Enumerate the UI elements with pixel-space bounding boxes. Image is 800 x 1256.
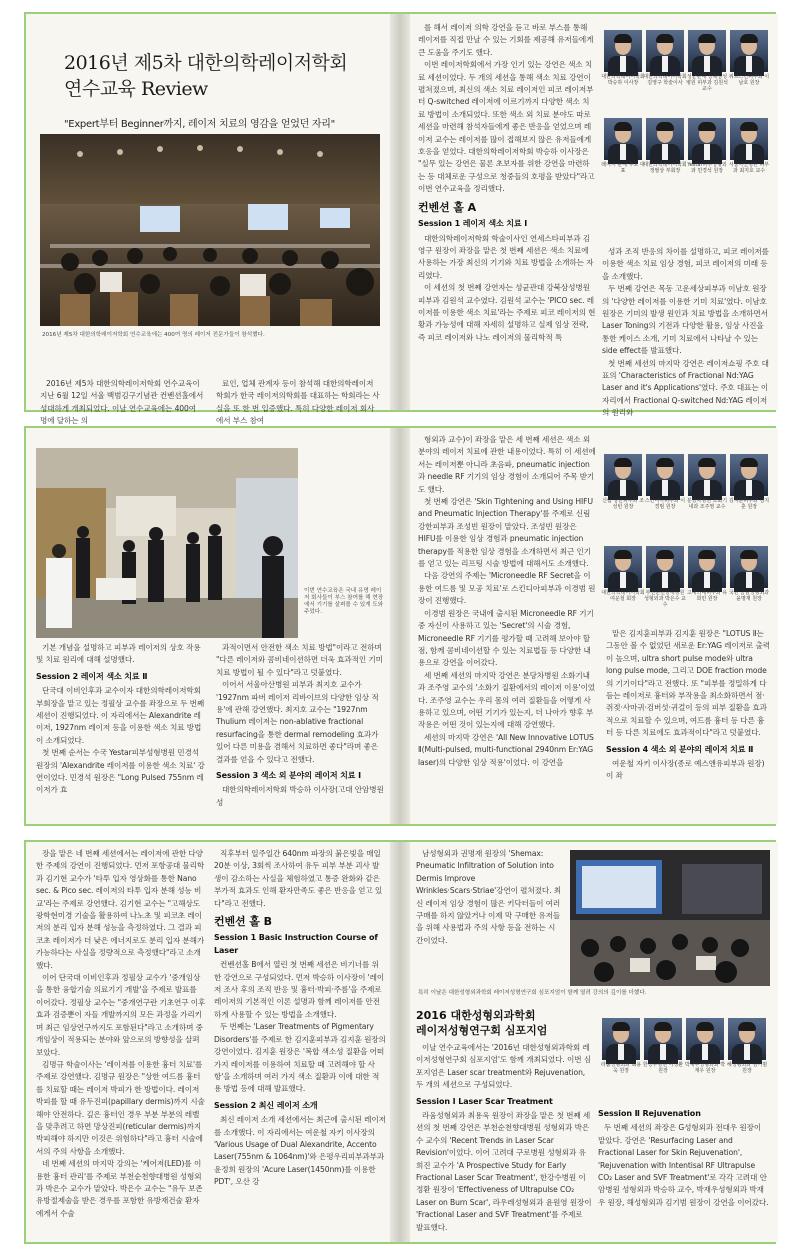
left-page-column-2: 직후부터 일주일간 640nm 파장의 붉은빛을 매일 20분 이상, 3회씩 조사하여 유두 피부 부분 괴사 발생이 감소하는 사실을 체험하였고 통증 완화와 같은 부가적 효과도 인해 환자만족도 좋은 반응을 얻고 있다"라고 전했다. 컨벤션 홀 B Session 1 Basic Instruction Course of Laser 컨벤션홀 B에서 열린 첫 번째 세션은 비기너를 위한 강연으로 구성되었다. 먼저 박승하 이사장이 '레이저 조사 후의 조직 반응 및 흉터·박피·주름'을 주제로 레이저의 기본적인 이론 설명과 함께 레이저를 안전하게 사용할 수 있는 방법을 소개했다. 두 번째는 'Laser Treatments of Pigmentary Disorders'를 주제로 한 김지훈피부과 김지훈 원장의 강연이었다. 김지훈 원장은 '복합 색소성 질환을 어떠가지 레이저를 이용하여 치료할 때 고려해야 할 사항'을 소개하며 여러 가지 색소 질환과 이에 대한 적용 방법 등에 대해 발표했다. Session 2 최신 레이저 소개 최신 레이저 소개 세션에서는 최근에 출시된 레이저를 소개했다. 이 자리에서는 여운철 자키 이사장의 'Various Usage of Dual Alexandrite, Accento Laser(755nm & 1064nm)'와 은평우리피부과부과 윤정희 원장의 'Acure Laser(1450nm)를 이용한 PDT', 오산 강 xyxy=(214,849,386,1187)
speaker-portrait-image xyxy=(728,1018,766,1060)
speaker-name-caption: 스킨디아피부과 이경범 원장 xyxy=(644,498,686,510)
conference-hall-photo xyxy=(40,134,380,326)
speaker-portrait-image xyxy=(688,546,726,588)
intro-text-right: 료인, 업체 관계자 등이 참석해 대한의학레이저학회가 한국 레이저의학회를 대표하는 학회라는 사실을 또 한 번 입증했다. 특히 다양한 레이저 회사에서 부스 참여 xyxy=(216,379,380,426)
right-page-column-1: 이날 연수교육에서는 '2016년 대한성형외과학회 레이저성형연구회 심포지엄'도 함께 개최되었다. 이번 심포지엄은 Laser scar treatment와 Rejuvenation, 두 개의 세션으로 구성되었다. Session Ⅰ Laser Scar Treatment 라움성형외과 최용욱 원장이 좌장을 맡은 첫 번째 세션의 첫 번째 강연은 부천순천향대병원 성형외과 박은수 교수의 'Recent Trends in Laser Scar Revision'이었다. 이어 고려대 구로병원 성형외과 유희진 교수가 'A Prospective Study for Early Fractional Laser Scar Treatment', 한강수병원 이정환 원장이 'Effectiveness of Ultrapulse CO₂ Laser on Burn Scar', 라우레성형외과 윤원영 원장이 'Fractional Laser and SVF Treatment'를 주제로 발표했다. xyxy=(416,1043,592,1232)
session-heading: Session 2 레이저 색소 치료 Ⅱ xyxy=(36,671,148,681)
speaker-portrait-image xyxy=(644,1018,682,1060)
title-line-1: 2016년 제5차 대한의학레이저학회 xyxy=(64,52,348,74)
speaker-portrait-image xyxy=(646,454,684,496)
session-heading: Session 2 최신 레이저 소개 xyxy=(214,1100,318,1110)
symposium-title-line-1: 2016 대한성형외과학회 xyxy=(416,1009,536,1022)
speaker-name-caption: 성균관대 강북삼성병원 피부과 김원석 교수 xyxy=(686,74,728,92)
session-heading: Session Ⅰ Laser Scar Treatment xyxy=(416,1096,553,1106)
article-title xyxy=(64,50,347,102)
speaker-name-caption: 서울아산병원 피부과 최지호 교수 xyxy=(728,162,770,174)
photo-caption: 2016년 제5차 대한의학레이저학회 연수교육에는 400여 명의 레이저 전문가들이 참석했다. xyxy=(42,332,265,338)
speaker-name-caption: 대한의학레이저학회 정필상 부회장 xyxy=(643,162,687,174)
speaker-name-caption: 김지훈피부과 김지훈 원장 xyxy=(728,498,770,510)
right-page-column-2: Session Ⅱ Rejuvenation 두 번째 세션의 좌장은 G성형외과 전대우 원장이 맡았다. 강연은 'Resurfacing Laser and Fractional Laser for Skin Rejuvenation', 'Rejuvenation with Intentisal RF Ultrapulse CO₂ Laser and SVF Treatment'로 각각 고려대 안암병원 성형외과 박승하 교수, 박재우성형외과 박재우 원장, 해성형외과 김기범 원장이 강연을 이어갔다. xyxy=(598,1109,769,1207)
session-heading: Session 1 Basic Instruction Course of Laser xyxy=(214,933,378,955)
speaker-name-caption: 위트스킨피부과 이남호 원장 xyxy=(728,74,770,86)
speaker-name-caption: 고대의대피부과 유희민 원장 xyxy=(686,590,728,602)
speaker-portrait-image xyxy=(688,30,726,72)
symposium-title xyxy=(416,1008,596,1038)
speaker-portrait-image xyxy=(688,118,726,160)
speaker-portrait-image xyxy=(646,30,684,72)
hall-a-heading: 컨벤션 홀 A xyxy=(418,200,476,214)
speaker-name-caption: 박재우성형외과 박재우 원장 xyxy=(684,1062,726,1074)
page-gutter xyxy=(390,14,410,410)
speaker-name-caption: 한강수병원 이정환 원장 xyxy=(642,1062,684,1074)
page-gutter xyxy=(390,842,410,1242)
speaker-name-caption: 분당차병원 소화기내과 조주영 교수 xyxy=(686,498,728,510)
speaker-name-caption: 대한의학레이저학회 여운철 회장 xyxy=(601,590,645,602)
magazine-spread-2 xyxy=(24,426,776,826)
left-page-column-1: 기본 개념을 설명하고 피부과 레이저의 상호 작용 및 치료 원리에 대해 설명했다. Session 2 레이저 색소 치료 Ⅱ 단국대 이비인후과 교수이자 대한의학레이저학회 부회장을 맡고 있는 정필상 교수를 좌장으로 두 번째 세션이 진행되었다. 이 자리에서는 Alexandrite 레이저, 1927nm 레이저 등을 이용한 색소 치료 방법이 소개되었다. 첫 번째 순서는 수국 Yestar피부성형병원 민경석 원장의 'Alexandrite 레이저를 이용한 색소 치료' 강연이었다. 민경석 원장은 "Long Pulsed 755nm 레이저가 효 xyxy=(36,643,205,795)
magazine-spread-3 xyxy=(24,840,776,1244)
right-page-intro: 남성형외과 권명재 원장의 'Shemax: Pneumatic Infiltration of Solution into Dermis Improve Wrinkles·Scars·Striae'강연이 펼쳐졌다. 최신 레이저 임상 경험이 많은 키닥터들이 여러 구매를 하지 않았거나 이제 막 구매한 유저들을 위해 사용법과 주의 사항 등을 전하는 시간이었다. xyxy=(416,849,561,945)
speaker-portrait-image xyxy=(688,454,726,496)
speaker-portrait-image xyxy=(730,454,768,496)
speaker-portrait-image xyxy=(604,118,642,160)
speaker-portrait-image xyxy=(730,118,768,160)
speaker-name-caption: Yestar피부성형외과 민경석 원장 xyxy=(687,162,727,174)
right-page-column-1: 를 해서 레이저 의학 강연을 듣고 바로 부스를 통해 레이저를 직접 만날 수 있는 기회를 제공해 유저들에게 큰 도움을 주기도 했다. 이번 레이저학회에서 가장 인기 있는 강연은 색소 치료 세션이었다. 두 개의 세션을 통해 색소 치료 강연이 펼쳐졌으며, 최신의 색소 치료 레이저인 피코 레이저부터 Q-switched 레이저에 이르기까지 다양한 색소 치료 방법이 소개되었다. 또한 색소 외 치료 분야도 따로 세션을 마련해 참석자들에게 좋은 반응을 얻었으며 레이저 교수는 레이저를 많이 접해보지 않은 유저들에게 호응을 얻었다. 대한의학레이저학회 박승하 이사장은 "실무 있는 강연은 물론 초보자를 위한 강연을 마련하는 등 대체로운 구성으로 청중들의 호평을 받았다"라고 이번 연수교육을 정리했다. 컨벤션 홀 A Session 1 레이저 색소 치료 Ⅰ 대한의학레이저학회 학술이사인 연세스타피부과 김영구 원장이 좌장을 맡은 첫 번째 세션은 색소 치료에 사용하는 가장 최신의 기기와 치료 방법을 소개하는 자리였다. 이 세션의 첫 번째 강연자는 성균관대 강북삼성병원 피부과 김원석 교수였다. 김원석 교수는 'PICO sec. 레이저를 이용한 색소 치료'라는 주제로 피코 레이저의 현황과 가능성에 대해 자세히 설명하고 실제 임상 전략, 즉 피코 레이저와 나노 레이저의 물리학적 특 xyxy=(418,23,596,342)
symposium-photo xyxy=(570,850,770,986)
magazine-spread-1 xyxy=(24,12,776,426)
right-page-column-2: 맡은 김지훈피부과 김지훈 원장은 "LOTUS Ⅱ는 그동안 볼 수 없었던 새로운 Er:YAG 레이저로 출력이 높으며, ultra short pulse mode와 ultra long pulse mode, 그리고 DOE fraction mode의 기기이다"라고 전했다. 또 "피부를 정밀하게 다듬는 레이저로 흉터와 부작용을 최소화하면서 점·쥐젖·사마귀·검버섯·귀걸이 등의 피부 질환을 효과적으로 치료할 수 있으며, 여드름 흉터 등 다른 흉터 등 다른 치료에도 효과적이다"라고 덧붙였다. Session 4 색소 외 분야의 레이저 치료 Ⅱ 여운철 자키 이사장(종로 예스앤유피부과 원장)이 좌 xyxy=(606,629,770,781)
speaker-portrait-image xyxy=(604,30,642,72)
hall-b-heading: 컨벤션 홀 B xyxy=(214,915,272,929)
speaker-name-caption: 대한의학레이저학회 김영구 학술이사 xyxy=(643,74,687,86)
title-line-2: 연수교육 Review xyxy=(64,78,208,100)
session-heading: Session 4 색소 외 분야의 레이저 치료 Ⅱ xyxy=(606,744,754,754)
session-heading: Session 3 색소 외 분야의 레이저 치료 Ⅰ xyxy=(216,771,361,781)
session-heading: Session Ⅱ Rejuvenation xyxy=(598,1109,701,1118)
right-page-column-2: 성과 조직 반응의 차이를 설명하고, 피코 레이저를 이용한 색소 치료 임상 경험, 피코 레이저의 미래 등을 소개했다. 두 번째 강연은 목동 고운세상피부과 이남호 원장의 '다양한 레이저를 이용한 기미 치료'였다. 이남호 원장은 기미의 발생 원인과 치료 방법을 소개하면서 Laser Toning의 기전과 다양한 활용, 임상 사진을 통한 케이스 소개, 기미 치료에서 나타날 수 있는 side effect를 발표했다. 첫 번째 세션의 마지막 강연은 레이저쇼핑 주호 대표의 'Characteristics of Fractional Nd:YAG Laser and it's Applications'였다. 주호 대표는 이 자리에서 Fractional Q-switched Nd:YAG 레이저의 원리와 xyxy=(602,247,769,418)
speaker-name-caption: 라움성형외과 최용욱 원장 xyxy=(600,1062,642,1074)
right-page-column-1: 형외과 교수)이 좌장을 맡은 세 번째 세션은 색소 외 분야의 레이저 치료에 관한 내용이었다. 특히 이 세션에서는 레이저뿐 아니라 초음파, pneumatic injection과 needle RF 기기의 임상 경험이 소개되어 주목 받기도 했다. 첫 번째 강연은 'Skin Tightening and Using HIFU and Pneumatic Injection Therapy'를 주제로 신림 강한피부과 조성빈 원장이 맡았다. 조성빈 원장은 HIFU를 이용한 임상 경험과 pneumatic injection therapy를 적용한 임상 경험을 소개하면서 최근 인기를 얻고 있는 리프팅 시술 방법에 대해서도 소개했다. 다음 강연의 주제는 'Microneedle RF Secret을 이용한 여드름 및 모공 치료'로 스킨디아피부과 이경범 원장이 진행했다. 이경범 원장은 국내에 출시된 Microneedle RF 기기 중 자신이 사용하고 있는 'Secret'의 시술 경험, Microneedle RF 기기를 평가할 때 고려해 보아야 할 점, 함께 콤비네이션할 수 있는 치료법들 등 다양한 내용으로 강연을 이어갔다. 세 번째 세션의 마지막 강연은 분당차병원 소화기내과 조주영 교수의 '소화기 질환에서의 레이저 이용'이었다. 조주영 교수는 우리 몸의 여러 질환들을 어떻게 사용하고 있으며, 어떤 기기가 있는지, 더 나아가 향후 부작용은 어떤 것이 있는지에 대해 강연했다. 세션의 마지막 강연은 'All New Innovative LOTUS Ⅱ(Multi-pulsed, multi-functional 2940nm Er:YAG laser)의 다양한 임상 적용'이었다. 이 강연을 xyxy=(418,435,596,767)
speaker-name-caption: 레이저 판매 주호 대표 xyxy=(601,162,645,174)
speaker-name-caption: 대한의학레이저학회 박승하 이사장 xyxy=(601,74,645,86)
session-heading: Session 1 레이저 색소 치료 Ⅰ xyxy=(418,219,528,229)
speaker-name-caption: 해성형외과 김기범 원장 xyxy=(726,1062,768,1074)
article-subtitle: "Expert부터 Beginner까지, 레이저 치료의 영감을 얻었던 자리" xyxy=(64,119,335,130)
photo-caption: 특히 이날은 대한성형외과학회 레이저성형연구회 심포지엄이 함께 열려 강의의 깊이를 더했다. xyxy=(418,990,647,996)
speaker-portrait-image xyxy=(646,546,684,588)
speaker-portrait-image xyxy=(604,454,642,496)
speaker-name-caption: 국민 금남성형외과 윤명재 원장 xyxy=(728,590,770,602)
intro-text-left: 2016년 제5차 대한의학레이저학회 연수교육이 지난 6월 12일 서울 백범김구기념관 컨벤션홀에서 성대하게 개최되었다. 이날 연수교육에는 400여 명에 달하는 의 xyxy=(40,379,204,426)
speaker-name-caption: 신림 강한피부과 조성빈 원장 xyxy=(602,498,644,510)
left-page-column-1: 장을 맡은 네 번째 세션에서는 레이저에 관한 다양한 주제의 강연이 진행되었다. 먼저 포항공대 물리학과 김기현 교수가 '타투 입자 영상화를 통한 Nano sec. & Pico sec. 레이저의 타투 입자 분해 성능 비교'라는 주제로 강연했다. 김기현 교수는 "고해상도 광학현미경 기술을 활용하여 나노초 및 피코초 레이저의 분리 입자 분해 성능을 측정하였다. 그 결과 피코초 레이저가 더 낮은 에너지로도 분리 입자 분해가 가능하다는 사실을 정량적으로 측정했다"라고 소개했다. 이어 단국대 이비인후과 정필상 교수가 '중개임상을 통한 융합기술 의료기기 개발'을 주제로 발표를 이어갔다. 정필상 교수는 "중개연구란 기초연구 이후 효과 검증뿐이 자들 개발까지의 모든 과정을 가리키며 최근 임상연구까지도 포함된다"라고 소개하며 중개임상이 적용되는 분야와 앞으로의 방향성을 살펴보았다. 김명규 학술이사는 '레이저를 이용한 흉터 치료'를 주제로 강연했다. 김명규 원장은 "상한 여드름 흉터를 치료할 때는 레이저 박피가 한 방법이다. 레이저 박피를 할 때 유두진피(papillary dermis)까지 시술해야 안전하다. 깊은 흉터인 경우 부분 부분의 레벨을 맞추려고 하면 망상진피(reticular dermis)까지 박피해야 하지만 이것은 위험하다"라고 흉터 시술에서의 주의 사항을 소개했다. 네 번째 세션의 마지막 강의는 '케어저(LED)를 이용한 흉터 관리'를 주제로 부천순천향대병원 성형외과 박은수 교수가 맡았다. 박은수 교수는 "유두 보존 유방절제술을 받은 경우를 포함한 유방재건술 환자에게서 수술 xyxy=(36,849,206,1218)
symposium-title-line-2: 레이저성형연구회 심포지엄 xyxy=(416,1024,548,1037)
exhibition-booth-photo xyxy=(36,448,298,638)
speaker-portrait-image xyxy=(730,30,768,72)
page-gutter xyxy=(390,428,410,824)
photo-caption: 이번 연수교육은 국내 유명 레이저 회사들이 부스 참여를 해 현장에서 기기를 살펴볼 수 있게 도와주었다. xyxy=(304,588,384,615)
speaker-portrait-image xyxy=(730,546,768,588)
left-page-column-2: 과적이면서 안전한 색소 치료 방법"이라고 전하며 "다른 레이저와 콤비네이션하면 더욱 효과적인 기미 치료 방법이 될 수 있다"라고 덧붙였다. 이어서 서울아산병원 피부과 최지호 교수가 '1927nm 파버 레이저 리바이브의 다양한 임상 적용'에 관해 강연했다. 최지호 교수는 "1927nm Thulium 레이저는 non-ablative fractional resurfacing을 통한 dermal remodeling 효과가 있어 다른 미용을 겸해서 치료하면 좋다"라며 좋은 결과를 얻을 수 있다고 전했다. Session 3 색소 외 분야의 레이저 치료 Ⅰ 대한의학레이저학회 박승하 이사장(고대 안암병원 성 xyxy=(216,642,386,822)
speaker-name-caption: 부천순천향대병원 성형외과 박은수 교수 xyxy=(644,590,686,608)
speaker-portrait-image xyxy=(686,1018,724,1060)
speaker-portrait-image xyxy=(646,118,684,160)
speaker-portrait-image xyxy=(604,546,642,588)
speaker-portrait-image xyxy=(602,1018,640,1060)
